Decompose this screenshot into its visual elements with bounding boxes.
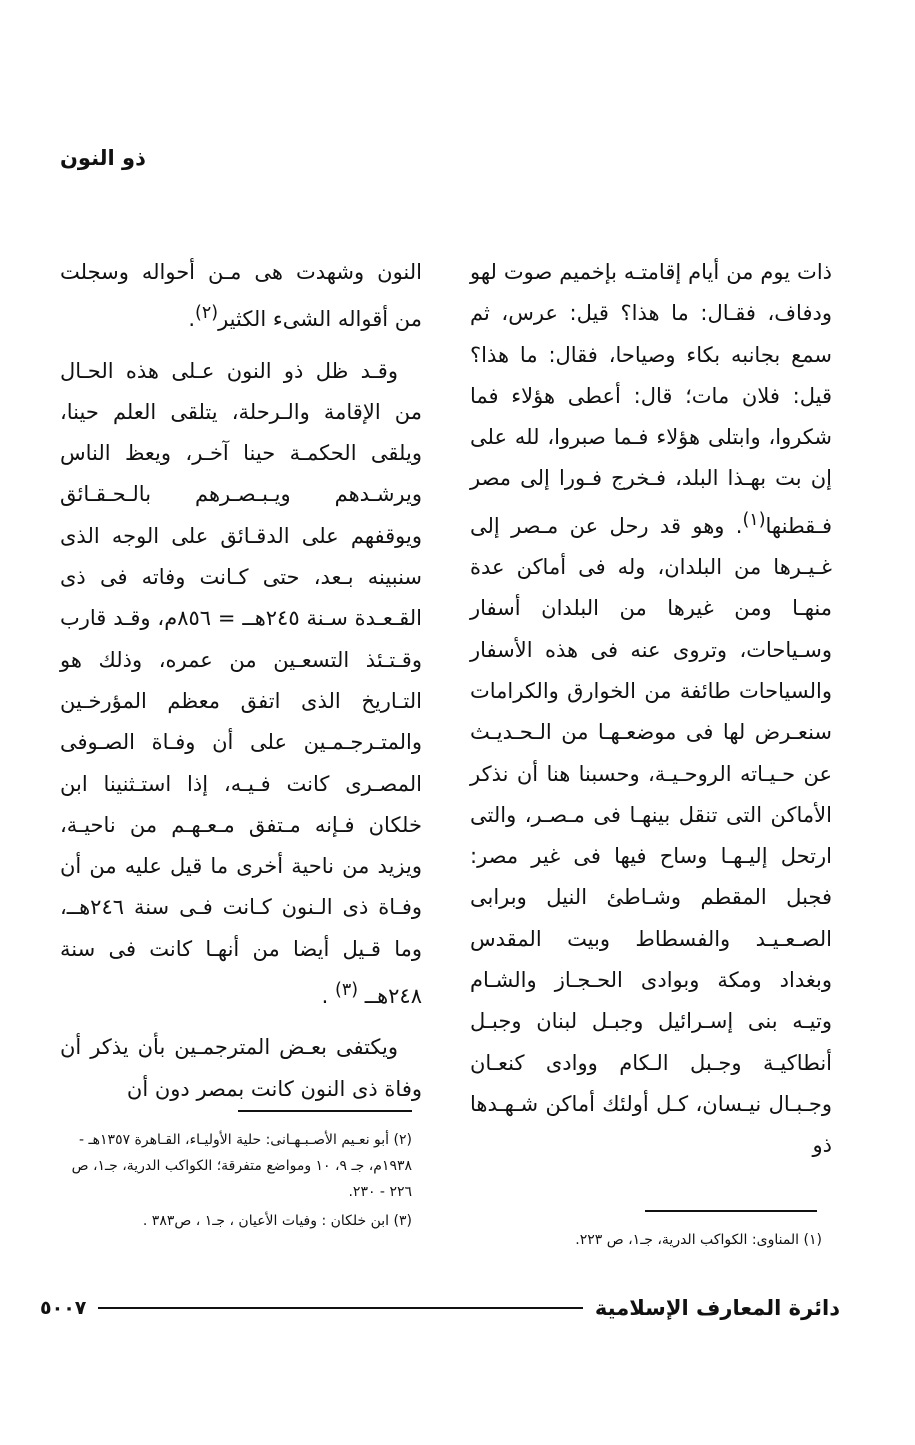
- footnote: (٢) أبو نعـيم الأصـبـهـانى: حلية الأوليـاء، القـاهرة ١٣٥٧هـ - ١٩٣٨م، جـ ٩، ١٠ ومواضع متفرقة؛ الكواكب الدرية، جـ١، ص ٢٢٦ - ٢٣٠.: [71, 1132, 412, 1200]
- left-text-column: [60, 252, 422, 1110]
- footnote-divider: [645, 1210, 817, 1212]
- paragraph-text: . وهو قد رحل عن مـصر إلى غـيـرها من البلدان، وله فى أماكن عدة منهـا ومن غيرها من البلدان أسفار وسـياحات، وتروى عنه فى هذه الأسفار والسياحات طائفة من الخوارق والكرامات سنعـرض لها فى موضعـهـا من الـحـديـث عن حـيـاته الروحـيـة، وحسبنا هنا أن نذكر الأماكن التى تنقل بينهـا فى مـصـر، والتى ارتحل إليـهـا وساح فيها فى غير مصر: فجبل المقطم وشـاطئ النيل وبرابى الصـعـيـد والفسطاط وبيت المقدس وبغداد ومكة وبوادى الحـجـاز والشـام وتيـه بنى إسـرائيل وجبـل لبنان وجبـل أنطاكيـة وجـبل الـكام ووادى كنعـان وجـبـال نيـسان، كـل أولئك أماكن شـهـدها ذو: [470, 513, 832, 1158]
- paragraph-text: ذات يوم من أيام إقامتـه بإخميم صوت لهو ودفاف، فقـال: ما هذا؟ قيل: عرس، ثم سمع بجانبه بكاء وصياحا، فقال: ما هذا؟ قيل: فلان مات؛ قال: أعطى هؤلاء فما شكروا، وابتلى هؤلاء فـما صبروا، لله على إن بت بهـذا البلد، فـخرج فـورا إلى مصر فـقطنها: [470, 260, 832, 538]
- paragraph: [60, 252, 422, 341]
- footnote: (١) المناوى: الكواكب الدرية، جـ١، ص ٢٢٣.: [575, 1232, 822, 1248]
- footnote-reference: (٢): [195, 303, 219, 324]
- paragraph: [60, 351, 422, 1018]
- footer-publication-title: دائرة المعارف الإسلامية: [594, 1296, 840, 1320]
- paragraph-text: النون وشهدت هى مـن أحواله وسجلت من أقواله الشىء الكثير: [60, 260, 422, 332]
- footnote: (٣) ابن خلكان : وفيات الأعيان ، جـ١ ، ص٣٨٣ .: [142, 1213, 412, 1229]
- footnote-reference: (١): [742, 509, 766, 530]
- paragraph: [60, 1027, 422, 1110]
- page-number: ٥٠٠٧: [40, 1297, 87, 1319]
- footer-divider: [98, 1307, 583, 1309]
- footnote-divider: [238, 1110, 412, 1112]
- paragraph: [470, 252, 832, 1167]
- paragraph-text: ويكتفى بعـض المترجمـين بأن يذكر أن وفاة ذى النون كانت بمصر دون أن: [60, 1035, 422, 1101]
- paragraph-text: وقـد ظل ذو النون عـلى هذه الحـال من الإقامة والـرحلة، يتلقى العلم حينا، ويلقى الحكمـة حينا آخـر، ويعظ الناس ويرشـدهم ويـبـصـرهم بالـحـقـائق ويوقفهم على الدقـائق على الوجه الذى سنبينه بـعد، حتى كـانت وفاته فى ذى القـعـدة سـنة ٢٤٥هــ = ٨٥٦م، وقـد قارب وقـتـئذ التسعـين من عمره، وذلك هو التـاريخ الذى اتفق معظم المؤرخـين والمتـرجـمـين على أن وفـاة الصـوفى المصـرى كانت فـيـه، إذا استـثنينا ابن خلكان فـإنه مـتفق مـعـهـم من ناحيـة، ويزيد من ناحية أخرى ما قيل عليه من أن وفـاة ذى الـنون كـانت فـى سنة ٢٤٦هــ، وما قـيل أيضا من أنهـا كانت فى سنة ٢٤٨هــ: [60, 358, 422, 1009]
- footnotes-right: [470, 1227, 822, 1253]
- right-text-column: [470, 252, 832, 1167]
- footnotes-left: [60, 1127, 412, 1234]
- paragraph-end: .: [188, 307, 196, 332]
- footnote-reference: (٣): [335, 980, 359, 1001]
- paragraph-end: .: [321, 984, 336, 1009]
- page-footer: [40, 1290, 840, 1326]
- running-header-title: ذو النون: [60, 146, 146, 170]
